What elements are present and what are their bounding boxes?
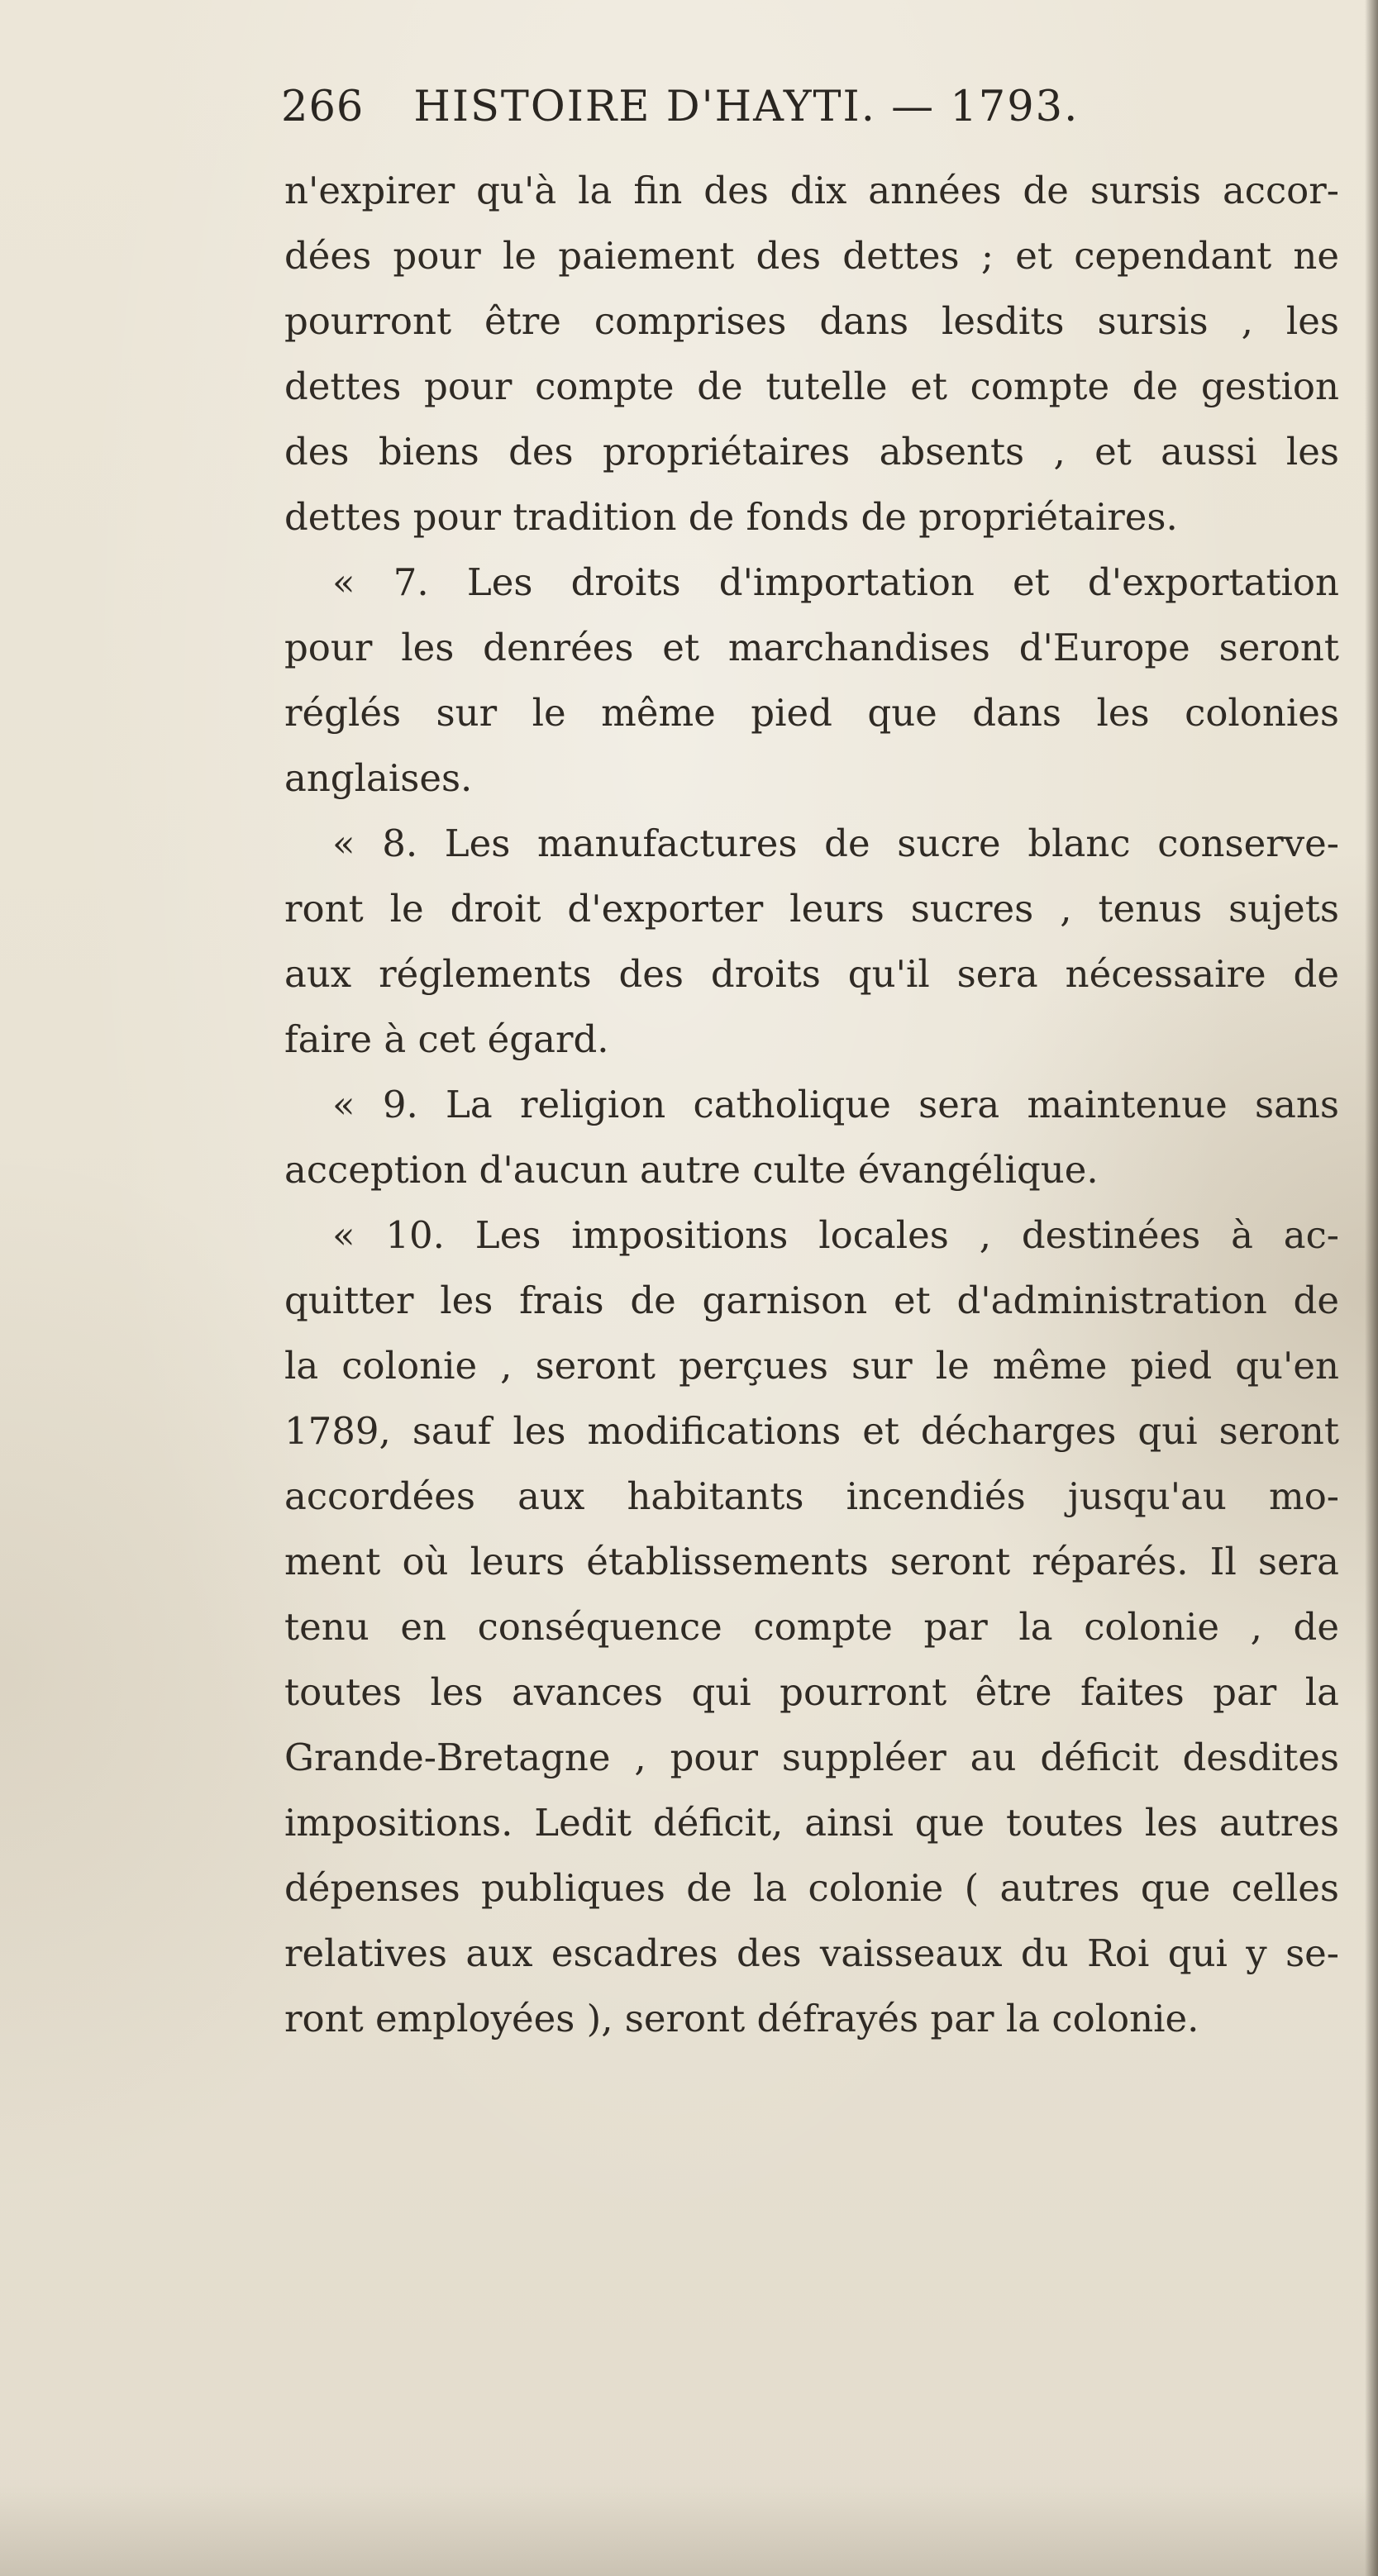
text-line: relatives aux escadres des vaisseaux du Roi qui y se- (284, 1931, 1339, 1975)
text-line: la colonie , seront perçues sur le même pied qu'en (284, 1344, 1339, 1388)
text-line: pour les denrées et marchandises d'Europe seront (284, 626, 1339, 669)
text-line: ront le droit d'exporter leurs sucres , tenus sujets (284, 887, 1339, 931)
text-line: pourront être comprises dans lesdits sursis , les (284, 299, 1339, 343)
body-text (284, 158, 1339, 2051)
text-line: « 8. Les manufactures de sucre blanc conserve- (332, 821, 1339, 865)
page-header (281, 83, 1339, 149)
text-line: réglés sur le même pied que dans les colonies (284, 691, 1339, 735)
text-line: anglaises. (284, 756, 473, 800)
text-line: accordées aux habitants incendiés jusqu'au mo- (284, 1474, 1339, 1518)
text-line: tenu en conséquence compte par la colonie , de (284, 1605, 1339, 1649)
text-line: acception d'aucun autre culte évangélique. (284, 1148, 1099, 1192)
page-edge-shadow (1365, 0, 1378, 2576)
text-line: impositions. Ledit déficit, ainsi que toutes les autres (284, 1801, 1339, 1845)
text-line: dettes pour compte de tutelle et compte de gestion (284, 364, 1339, 408)
text-line: Grande-Bretagne , pour suppléer au déficit desdites (284, 1736, 1339, 1779)
text-line: quitter les frais de garnison et d'administration de (284, 1278, 1339, 1322)
text-line: « 7. Les droits d'importation et d'exportation (332, 560, 1339, 604)
text-line: 1789, sauf les modifications et décharges qui seront (284, 1409, 1339, 1453)
text-line: « 9. La religion catholique sera maintenue sans (332, 1083, 1339, 1126)
text-line: n'expirer qu'à la fin des dix années de sursis accor- (284, 169, 1339, 212)
text-line: ront employées ), seront défrayés par la colonie. (284, 1997, 1199, 2040)
text-line: faire à cet égard. (284, 1017, 609, 1061)
text-line: des biens des propriétaires absents , et aussi les (284, 430, 1339, 474)
page-bottom-shade (0, 2485, 1378, 2576)
text-line: dépenses publiques de la colonie ( autres que celles (284, 1866, 1339, 1910)
running-head: HISTOIRE D'HAYTI. — 1793. (413, 83, 1080, 131)
text-line: ment où leurs établissements seront réparés. Il sera (284, 1540, 1339, 1583)
text-line: toutes les avances qui pourront être faites par la (284, 1670, 1339, 1714)
page-number: 266 (281, 83, 365, 131)
text-line: dettes pour tradition de fonds de propriétaires. (284, 495, 1178, 539)
text-line: aux réglements des droits qu'il sera nécessaire de (284, 952, 1339, 996)
text-line: « 10. Les impositions locales , destinées à ac- (332, 1213, 1339, 1257)
text-line: dées pour le paiement des dettes ; et cependant ne (284, 234, 1339, 278)
